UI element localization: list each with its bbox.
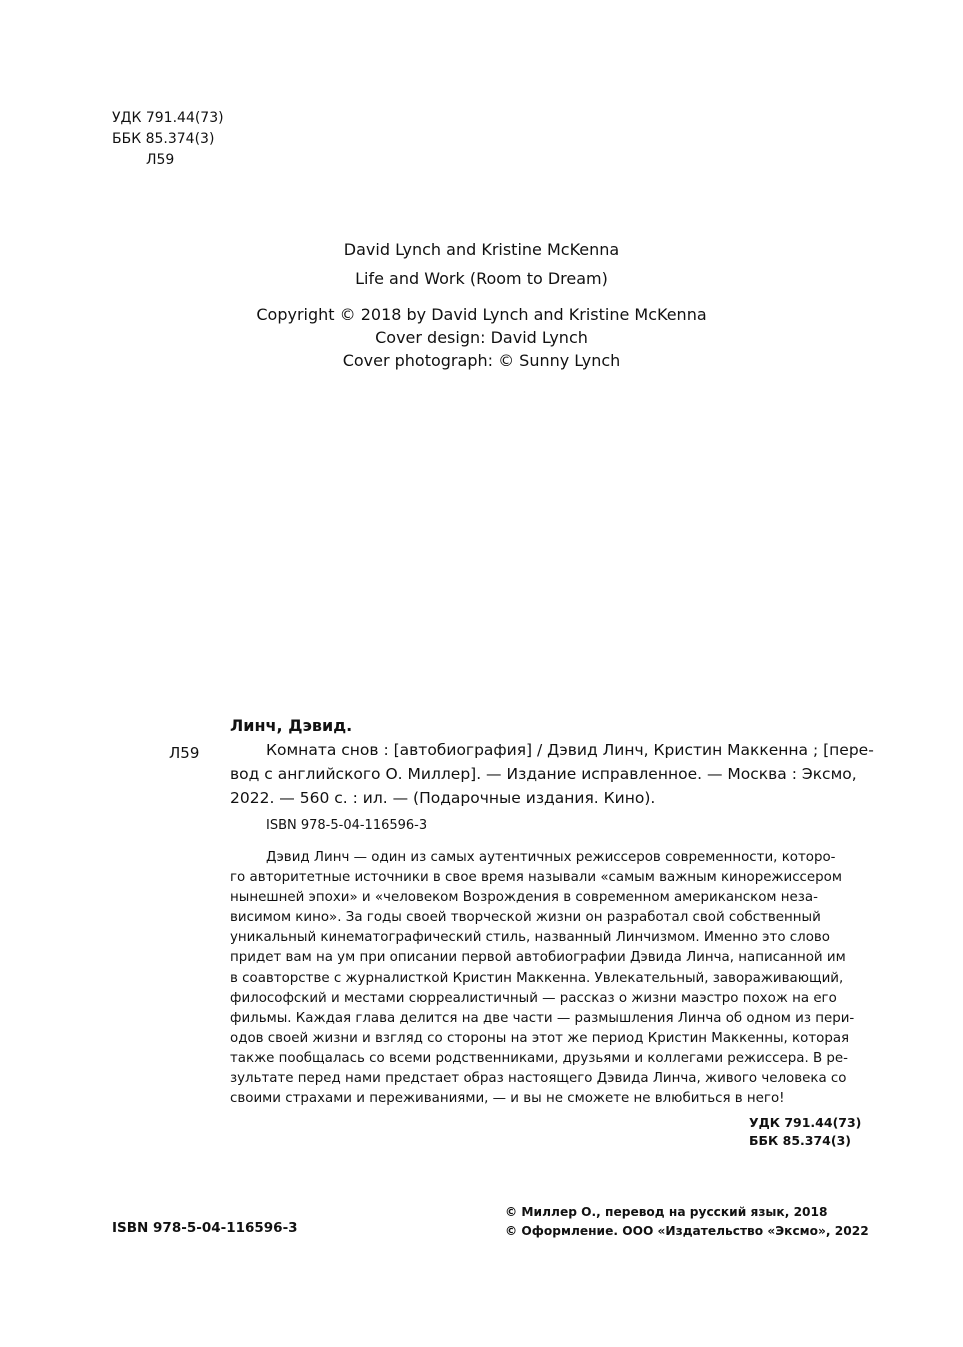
bbk-code-bottom: ББК 85.374(3) (749, 1133, 851, 1148)
annotation-line: философский и местами сюрреалистичный — рассказ о жизни маэстро похож на его (230, 990, 837, 1006)
classification-block-top (112, 108, 224, 171)
bbk-code: ББК 85.374(3) (112, 131, 215, 147)
author-mark: Л59 (146, 152, 175, 168)
classification-block-bottom (749, 1114, 861, 1150)
description-line: вод с английского О. Миллер]. — Издание исправленное. — Москва : Эксмо, (230, 765, 857, 783)
udk-code: УДК 791.44(73) (112, 110, 224, 126)
annotation-line: го авторитетные источники в свое время называли «самым важным кинорежиссером (230, 870, 842, 886)
footer-copyrights (505, 1203, 869, 1241)
translation-copyright: © Миллер О., перевод на русский язык, 2018 (505, 1205, 828, 1219)
annotation-line: также пообщалась со всеми родственниками, друзьями и коллегами режиссера. В ре- (230, 1050, 848, 1066)
card-description (230, 738, 874, 810)
original-copyright: Copyright © 2018 by David Lynch and Kristine McKenna (256, 305, 707, 324)
annotation-line: нынешней эпохи» и «человеком Возрождения в современном американском неза- (230, 890, 818, 906)
annotation-line: в соавторстве с журналисткой Кристин Маккенна. Увлекательный, завораживающий, (230, 970, 844, 986)
card-author-mark: Л59 (169, 744, 200, 762)
original-authors: David Lynch and Kristine McKenna (343, 240, 620, 259)
annotation-line: уникальный кинематографический стиль, названный Линчизмом. Именно это слово (230, 930, 830, 946)
udk-code-bottom: УДК 791.44(73) (749, 1115, 862, 1130)
description-line: Комната снов : [автобиография] / Дэвид Линч, Кристин Маккенна ; [пере- (266, 741, 874, 759)
original-title: Life and Work (Room to Dream) (355, 269, 608, 288)
card-isbn: ISBN 978-5-04-116596-3 (266, 818, 428, 833)
annotation-line: фильмы. Каждая глава делится на две части — размышления Линча об одном из пери- (230, 1010, 855, 1026)
original-copyright-block (0, 303, 963, 372)
annotation-line: придет вам на ум при описании первой автобиографии Дэвида Линча, написанной им (230, 950, 846, 966)
annotation-line: Дэвид Линч — один из самых аутентичных режиссеров современности, которо- (266, 850, 836, 865)
cover-photo-credit: Cover photograph: © Sunny Lynch (342, 351, 621, 370)
description-line: 2022. — 560 с. : ил. — (Подарочные издания. Кино). (230, 789, 656, 807)
design-copyright: © Оформление. ООО «Издательство «Эксмо», 2022 (505, 1224, 869, 1238)
annotation-line: одов своей жизни и взгляд со стороны на этот же период Кристин Маккенны, которая (230, 1030, 850, 1046)
annotation (230, 848, 855, 1109)
annotation-line: висимом кино». За годы своей творческой жизни он разработал свой собственный (230, 910, 821, 926)
footer-isbn: ISBN 978-5-04-116596-3 (112, 1220, 298, 1236)
card-author: Линч, Дэвид. (230, 716, 353, 735)
cover-design-credit: Cover design: David Lynch (375, 328, 588, 347)
annotation-line: зультате перед нами предстает образ настоящего Дэвида Линча, живого человека со (230, 1071, 847, 1087)
annotation-line: своими страхами и переживаниями, — и вы не сможете не влюбиться в него! (230, 1091, 785, 1107)
